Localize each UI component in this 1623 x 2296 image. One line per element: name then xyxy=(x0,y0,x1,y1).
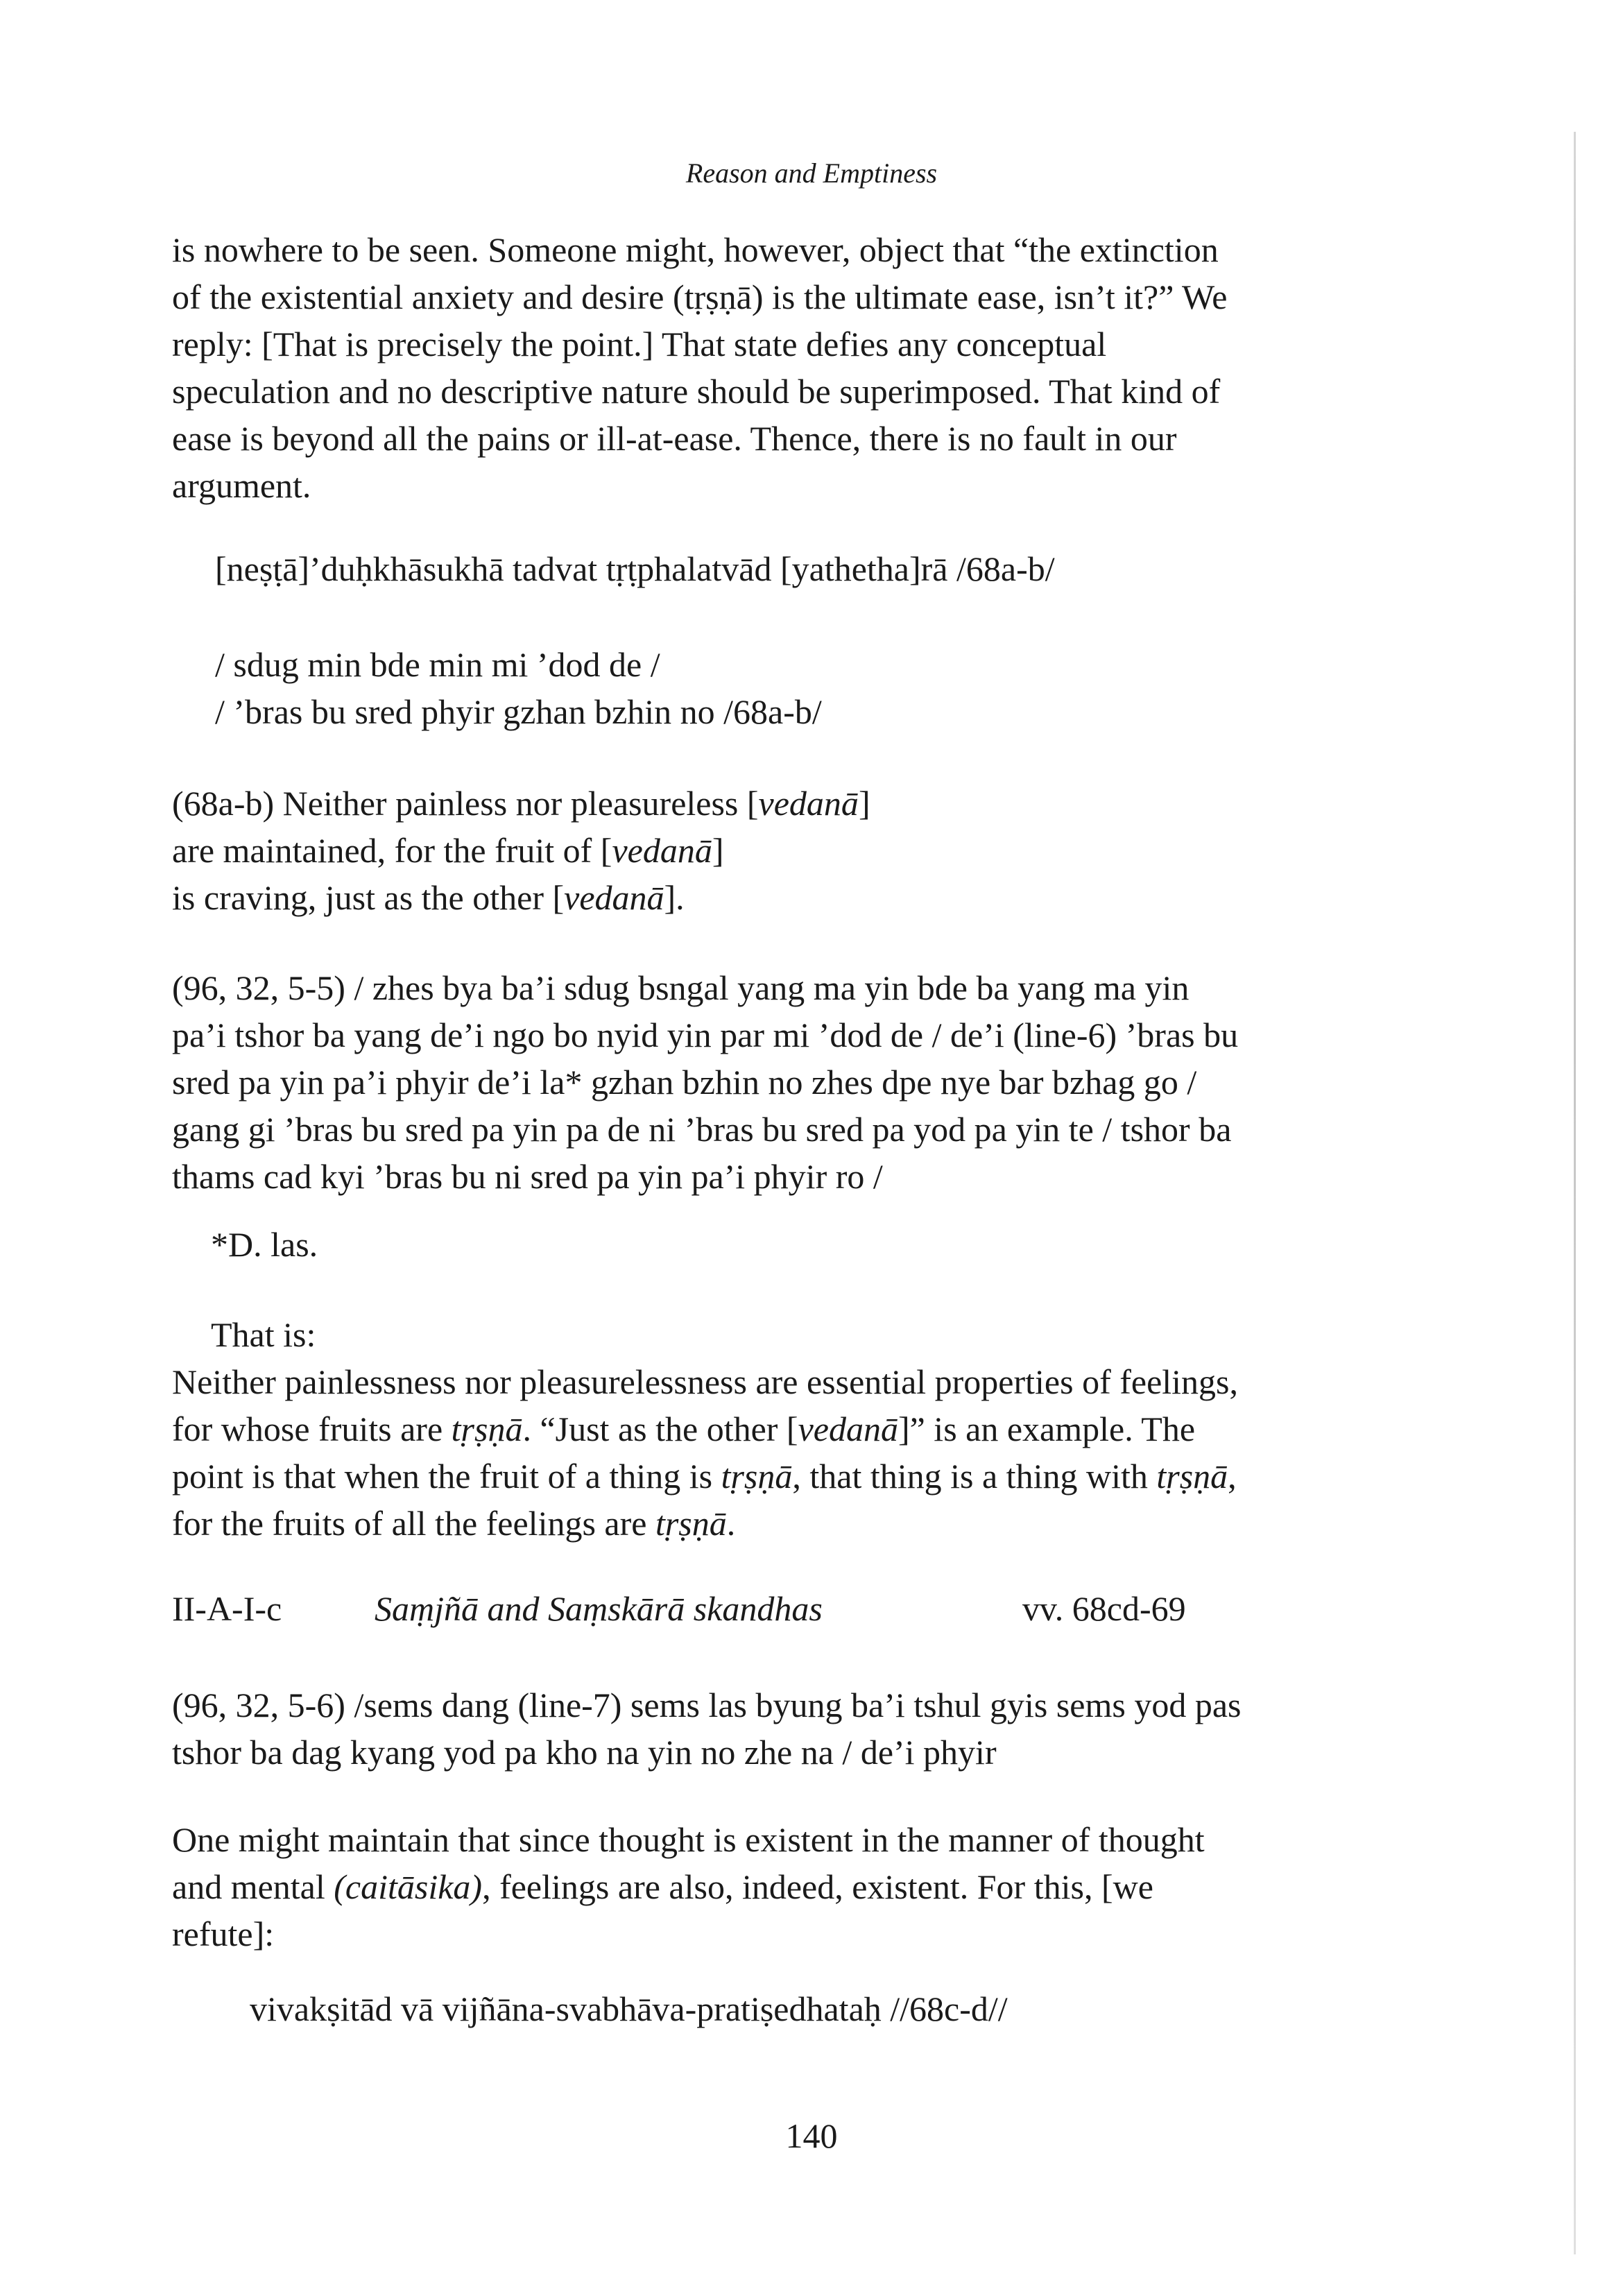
text-line: of the existential anxiety and desire (tṛṣṇā) is the ultimate ease, isn’t it?” We xyxy=(172,277,1228,316)
running-head: Reason and Emptiness xyxy=(685,157,938,189)
that-is-text: That is: xyxy=(211,1315,316,1354)
tibetan-verse-68ab xyxy=(172,641,1463,735)
tibetan-commentary-5-5 xyxy=(172,964,1420,1200)
commentary-line: (96, 32, 5-6) /sems dang (line-7) sems las byung ba’i tshul gyis sems yod pas xyxy=(172,1686,1242,1724)
commentary-line: pa’i tshor ba yang de’i ngo bo nyid yin par mi ’dod de / de’i (line-6) ’bras bu xyxy=(172,1016,1239,1054)
tibetan-line: / sdug min bde min mi ’dod de / xyxy=(215,645,660,684)
sanskrit-verse-68ab xyxy=(172,545,1463,592)
that-is-label xyxy=(172,1311,1459,1358)
footnote xyxy=(172,1221,1459,1268)
text-line: reply: [That is precisely the point.] That state defies any conceptual xyxy=(172,325,1107,363)
explanation-line: for the fruits of all the feelings are tṛṣṇā. xyxy=(172,1504,736,1543)
section-number: II-A-I-c xyxy=(172,1589,282,1628)
footnote-text: *D. las. xyxy=(211,1225,318,1264)
objection-line: and mental (caitāsika), feelings are also, indeed, existent. For this, [we xyxy=(172,1867,1153,1906)
translation-line: (68a-b) Neither painless nor pleasureless [vedanā] xyxy=(172,784,870,823)
tibetan-commentary-5-6 xyxy=(172,1681,1420,1776)
text-line: is nowhere to be seen. Someone might, however, object that “the extinction xyxy=(172,230,1219,269)
paragraph-continuation xyxy=(172,226,1420,509)
sanskrit-line: [neṣṭā]’duḥkhāsukhā tadvat tṛṭphalatvād [yathetha]rā /68a-b/ xyxy=(215,549,1055,588)
commentary-line: thams cad kyi ’bras bu ni sred pa yin pa’i phyir ro / xyxy=(172,1157,883,1196)
section-title: Saṃjñā and Saṃskārā skandhas xyxy=(375,1589,823,1628)
explanation-paragraph xyxy=(172,1358,1420,1547)
translation-line: are maintained, for the fruit of [vedanā] xyxy=(172,831,724,870)
translation-line: is craving, just as the other [vedanā]. xyxy=(172,878,685,917)
commentary-line: (96, 32, 5-5) / zhes bya ba’i sdug bsngal yang ma yin bde ba yang ma yin xyxy=(172,968,1190,1007)
tibetan-line: / ’bras bu sred phyir gzhan bzhin no /68a-b/ xyxy=(215,692,822,731)
sanskrit-verse-68cd xyxy=(172,1985,1498,2032)
objection-line: One might maintain that since thought is existent in the manner of thought xyxy=(172,1820,1205,1859)
text-line: argument. xyxy=(172,466,311,505)
translation-68ab xyxy=(172,780,1420,921)
text-line: speculation and no descriptive nature should be superimposed. That kind of xyxy=(172,372,1221,411)
scan-edge-shadow xyxy=(1574,132,1576,2254)
text-line: ease is beyond all the pains or ill-at-ease. Thence, there is no fault in our xyxy=(172,419,1177,458)
explanation-line: for whose fruits are tṛṣṇā. “Just as the other [vedanā]” is an example. The xyxy=(172,1410,1196,1448)
section-verses: vv. 68cd-69 xyxy=(1022,1589,1186,1628)
explanation-line: Neither painlessness nor pleasurelessness are essential properties of feelings, xyxy=(172,1362,1239,1401)
objection-line: refute]: xyxy=(172,1914,275,1953)
commentary-line: gang gi ’bras bu sred pa yin pa de ni ’bras bu sred pa yod pa yin te / tshor ba xyxy=(172,1110,1232,1149)
explanation-line: point is that when the fruit of a thing is tṛṣṇā, that thing is a thing with tṛṣṇā, xyxy=(172,1457,1237,1496)
commentary-line: tshor ba dag kyang yod pa kho na yin no zhe na / de’i phyir xyxy=(172,1733,997,1772)
objection-paragraph xyxy=(172,1816,1420,1957)
page-number: 140 xyxy=(785,2116,838,2155)
sanskrit-line: vivakṣitād vā vijñāna-svabhāva-pratiṣedhataḥ //68c-d// xyxy=(250,1989,1008,2028)
commentary-line: sred pa yin pa’i phyir de’i la* gzhan bzhin no zhes dpe nye bar bzhag go / xyxy=(172,1063,1197,1102)
